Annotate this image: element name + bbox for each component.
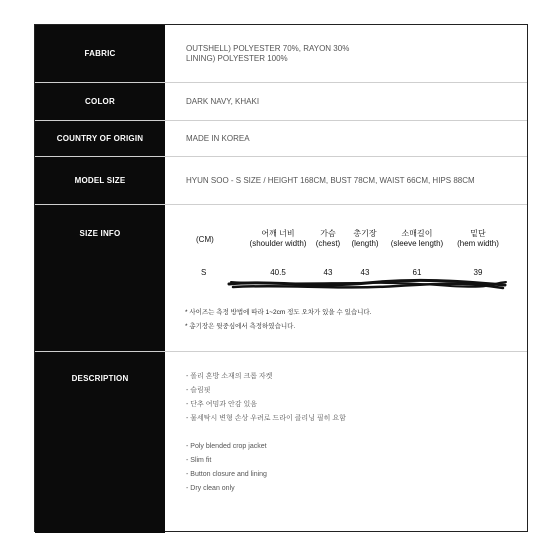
desc-ko-4: - 물세탁시 변형 손상 우려로 드라이 클리닝 필히 요함 bbox=[186, 415, 346, 422]
chest-value: 43 bbox=[323, 268, 333, 277]
size-note-2: * 총기장은 뒷중심에서 측정하였습니다. bbox=[185, 323, 296, 330]
desc-ko-1: - 폴리 혼방 소재의 크롭 자켓 bbox=[186, 373, 273, 380]
desc-en-3: - Button closure and lining bbox=[186, 471, 267, 478]
col-shoulder-ko: 어깨 너비 bbox=[261, 229, 295, 238]
length-value: 43 bbox=[360, 268, 370, 277]
desc-spacer bbox=[186, 426, 346, 440]
sleeve-value: 61 bbox=[412, 268, 422, 277]
model-size-row bbox=[35, 157, 527, 205]
col-chest bbox=[311, 229, 345, 249]
desc-en-1: - Poly blended crop jacket bbox=[186, 443, 267, 450]
product-info-sheet bbox=[34, 24, 528, 532]
desc-en-4: - Dry clean only bbox=[186, 485, 235, 492]
fabric-line-2: LINING) POLYESTER 100% bbox=[186, 53, 288, 63]
size-note-1: * 사이즈는 측정 방법에 따라 1~2cm 정도 오차가 있을 수 있습니다. bbox=[185, 309, 372, 316]
col-length-en: (length) bbox=[351, 239, 379, 248]
description-content bbox=[165, 352, 527, 533]
description-row bbox=[35, 352, 527, 533]
size-info-label: SIZE INFO bbox=[35, 205, 165, 351]
description-list bbox=[186, 370, 346, 496]
shoulder-value: 40.5 bbox=[270, 268, 286, 277]
col-shoulder bbox=[243, 229, 313, 249]
color-row bbox=[35, 83, 527, 121]
col-sleeve bbox=[385, 229, 449, 249]
size-info-content bbox=[165, 205, 527, 351]
fabric-label: FABRIC bbox=[35, 25, 165, 82]
size-notes bbox=[185, 306, 372, 334]
fabric-value bbox=[165, 25, 527, 82]
desc-ko-2: - 슬림핏 bbox=[186, 387, 211, 394]
col-chest-en: (chest) bbox=[315, 239, 341, 248]
size-s-label: S bbox=[201, 268, 207, 277]
col-length-ko: 총기장 bbox=[353, 229, 377, 238]
desc-en-2: - Slim fit bbox=[186, 457, 212, 464]
model-size-label: MODEL SIZE bbox=[35, 157, 165, 204]
color-value: DARK NAVY, KHAKI bbox=[186, 97, 260, 106]
col-chest-ko: 가슴 bbox=[320, 229, 336, 238]
origin-label: COUNTRY OF ORIGIN bbox=[35, 121, 165, 156]
model-size-value: HYUN SOO - S SIZE / HEIGHT 168CM, BUST 78CM, WAIST 66CM, HIPS 88CM bbox=[186, 176, 475, 185]
col-sleeve-en: (sleeve length) bbox=[390, 239, 444, 248]
unit-label: (CM) bbox=[196, 235, 214, 244]
description-label: DESCRIPTION bbox=[35, 352, 165, 533]
fabric-line-1: OUTSHELL) POLYESTER 70%, RAYON 30% bbox=[186, 43, 350, 53]
size-info-row bbox=[35, 205, 527, 352]
col-shoulder-en: (shoulder width) bbox=[249, 239, 307, 248]
origin-value: MADE IN KOREA bbox=[186, 134, 250, 143]
redaction-scribble bbox=[227, 278, 507, 292]
col-hem-ko: 밑단 bbox=[470, 229, 486, 238]
col-hem-en: (hem width) bbox=[457, 239, 499, 248]
fabric-row bbox=[35, 25, 527, 83]
color-label: COLOR bbox=[35, 83, 165, 120]
hem-value: 39 bbox=[473, 268, 483, 277]
col-sleeve-ko: 소매길이 bbox=[401, 229, 433, 238]
col-length bbox=[345, 229, 385, 249]
col-hem bbox=[451, 229, 505, 249]
desc-ko-3: - 단추 여밈과 안감 있음 bbox=[186, 401, 257, 408]
origin-row bbox=[35, 121, 527, 157]
